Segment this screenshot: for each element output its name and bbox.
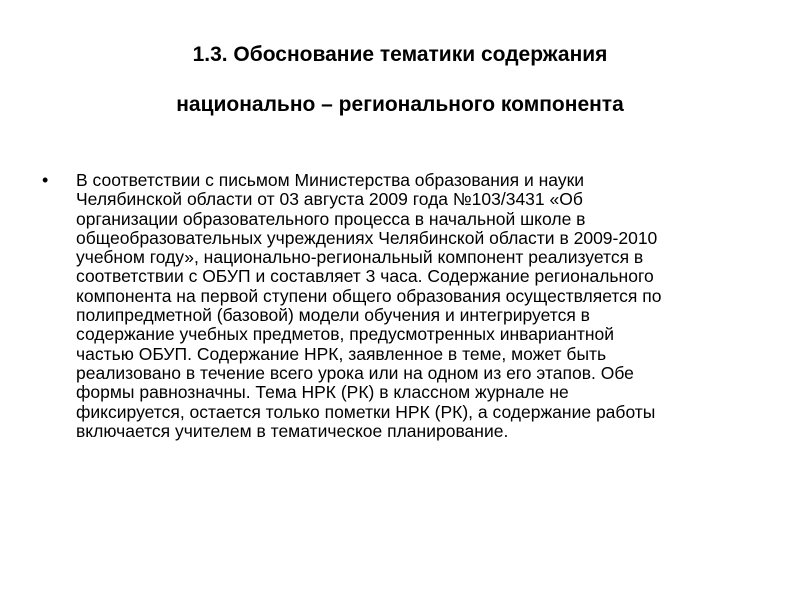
slide-title-line-2: национально – регионального компонента [176, 93, 624, 116]
bullet-item [40, 171, 780, 441]
slide-title-line-1: 1.3. Обоснование тематики содержания [192, 43, 608, 66]
slide-title [40, 30, 760, 130]
bullet-text: В соответствии с письмом Министерства образования и науки Челябинской области от 03 августа 2009 года №103/3431 «Об организации образовательного процесса в начальной школе в общеобразовательных учреждениях Челябинской области в 2009-2010 учебном году», национально-региональный компонент реализуется в соответствии с ОБУП и составляет 3 часа. Содержание регионального компонента на первой ступени общего образования осуществляется по полипредметной (базовой) модели обучения и интегрируется в содержание учебных предметов, предусмотренных инвариантной частью ОБУП. Содержание НРК, заявленное в теме, может быть реализовано в течение всего урока или на одном из его этапов. Обе формы равнозначны. Тема НРК (РК) в классном журнале не фиксируется, остается только пометки НРК (РК), а содержание работы включается учителем в тематическое планирование. [76, 170, 662, 441]
bullet-icon: • [42, 170, 49, 190]
slide-content [40, 171, 780, 441]
